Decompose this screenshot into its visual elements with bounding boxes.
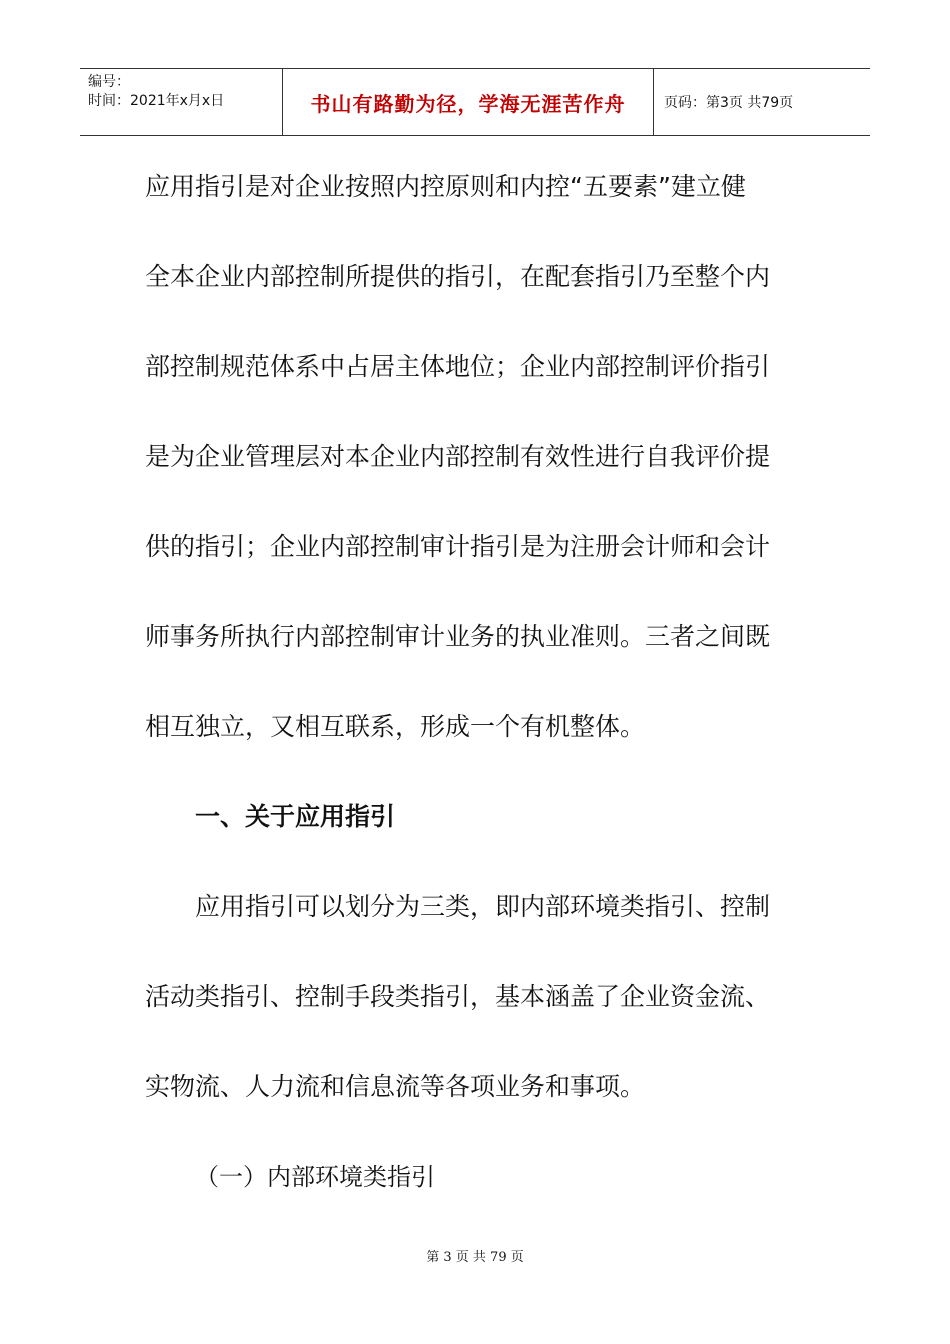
header-page-info-cell bbox=[654, 69, 870, 135]
body-line: 师事务所执行内部控制审计业务的执业准则。三者之间既 bbox=[145, 622, 771, 651]
section-heading: 一、关于应用指引 bbox=[195, 802, 396, 831]
body-line: 部控制规范体系中占居主体地位；企业内部控制评价指引 bbox=[145, 352, 771, 381]
section-line: 应用指引可以划分为三类，即内部环境类指引、控制 bbox=[195, 892, 771, 921]
document-body bbox=[145, 160, 795, 1240]
body-line: 供的指引；企业内部控制审计指引是为注册会计师和会计 bbox=[145, 532, 771, 561]
header-motto: 书山有路勤为径，学海无涯苦作舟 bbox=[310, 91, 626, 116]
subsection-heading: （一）内部环境类指引 bbox=[195, 1163, 435, 1191]
header-page-info: 页码：第3页 共79页 bbox=[664, 95, 794, 111]
document-time-label: 时间：2021年x月x日 bbox=[88, 93, 225, 109]
body-line: 相互独立，又相互联系，形成一个有机整体。 bbox=[145, 712, 646, 741]
body-line: 全本企业内部控制所提供的指引，在配套指引乃至整个内 bbox=[145, 262, 771, 291]
document-number-label: 编号： bbox=[88, 74, 130, 90]
section-line: 实物流、人力流和信息流等各项业务和事项。 bbox=[145, 1072, 646, 1101]
page-footer: 第 3 页 共 79 页 bbox=[426, 1250, 524, 1265]
body-line: 是为企业管理层对本企业内部控制有效性进行自我评价提 bbox=[145, 442, 771, 471]
header-motto-cell bbox=[282, 69, 654, 135]
section-line: 活动类指引、控制手段类指引，基本涵盖了企业资金流、 bbox=[145, 982, 771, 1011]
body-line: 应用指引是对企业按照内控原则和内控“五要素”建立健 bbox=[145, 172, 746, 201]
header-meta bbox=[80, 69, 282, 135]
document-header bbox=[80, 68, 870, 136]
